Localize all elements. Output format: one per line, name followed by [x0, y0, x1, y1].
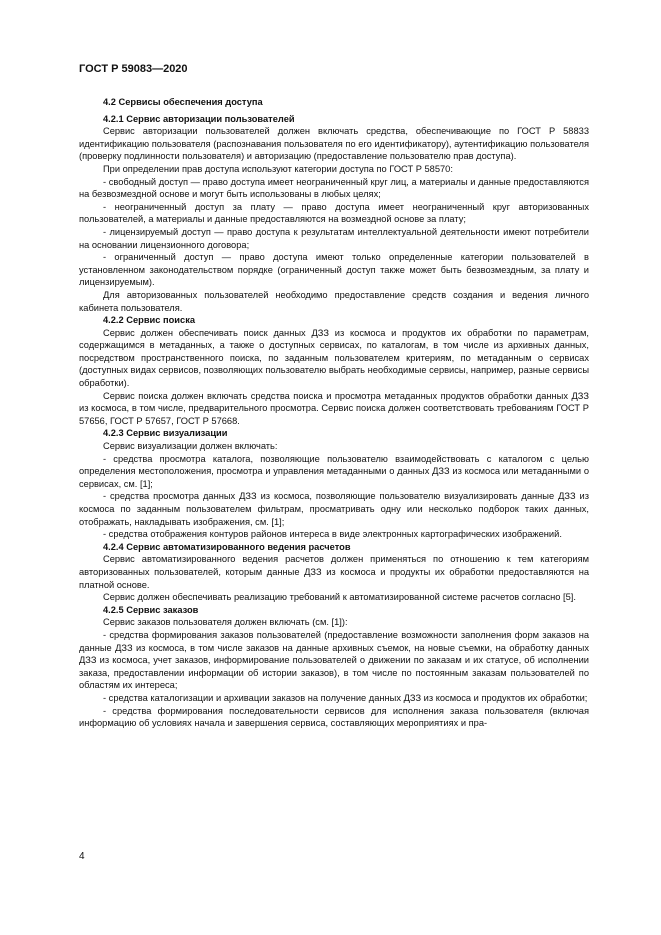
paragraph: - средства формирования заказов пользователей (предоставление возможности заполнения форм заказов на данные ДЗЗ из космоса, в том числе заказов на данные архивных съемок, на новые съемки, на обработку данных ДЗЗ из космоса, учет заказов, информирование пользователей о движении по заказам и их статусе, об исполнении заказа, предоставлении информации об истории заказов), в том числе по постоянным заказам пользователей по областям их интереса;	[79, 629, 589, 691]
paragraph: - средства просмотра данных ДЗЗ из космоса, позволяющие пользователю визуализировать данные ДЗЗ из космоса по заданным пользователем фильтрам, просматривать одну или несколько подборок таких данных, отображать, накладывать изображения, см. [1];	[79, 491, 589, 527]
paragraph: - свободный доступ — право доступа имеет неограниченный круг лиц, а материалы и данные предоставляются на безвозмездной основе и могут быть использованы в любых целях;	[79, 176, 589, 200]
subsection-heading: 4.2.1 Сервис авторизации пользователей	[103, 113, 295, 124]
document-header: ГОСТ Р 59083—2020	[79, 63, 188, 75]
paragraph: Для авторизованных пользователей необходимо предоставление средств создания и ведения личного кабинета пользователя.	[79, 289, 589, 313]
paragraph: Сервис поиска должен включать средства поиска и просмотра метаданных продуктов обработки данных ДЗЗ из космоса, в том числе, предварительного просмотра. Сервис поиска должен соответствовать требованиям ГОСТ Р 57656, ГОСТ Р 57657, ГОСТ Р 57668.	[79, 390, 589, 426]
paragraph: Сервис должен обеспечивать реализацию требований к автоматизированной системе расчетов согласно [5].	[103, 592, 576, 603]
paragraph-list	[79, 113, 589, 730]
paragraph: - ограниченный доступ — право доступа имеют только определенные категории пользователей в установленном законодательством порядке (ограниченный доступ также может быть безвозмездным, за плату и лицензируемым).	[79, 252, 589, 288]
paragraph: - средства просмотра каталога, позволяющие пользователю взаимодействовать с каталогом с целью определения местоположения, просмотра и управления метаданными о данных ДЗЗ из космоса или метаданными о сервисах, см. [1];	[79, 453, 589, 489]
page-number: 4	[79, 851, 85, 862]
paragraph: Сервис должен обеспечивать поиск данных ДЗЗ из космоса и продуктов их обработки по параметрам, содержащимся в метаданных, а также о доступных сервисах, по каталогам, в том числе из архивных данных, посредством пространственного поиска, по заданным пользователем критериям, по метаданным о сервисах (доступных видах сервисов, позволяющих пользователю выбрать необходимые сервисы, например, разные сервисы обработки).	[79, 327, 589, 389]
paragraph: При определении прав доступа используют категории доступа по ГОСТ Р 58570:	[103, 163, 453, 174]
paragraph: - средства отображения контуров районов интереса в виде электронных картографических изображений.	[103, 529, 562, 540]
paragraph: Сервис заказов пользователя должен включать (см. [1]):	[103, 617, 348, 628]
section-title: 4.2 Сервисы обеспечения доступа	[103, 97, 263, 107]
subsection-heading: 4.2.4 Сервис автоматизированного ведения расчетов	[103, 541, 351, 552]
paragraph: - средства формирования последовательности сервисов для исполнения заказа пользователя (включая информацию об условиях начала и завершения сервиса, составляющих мероприятиях и пра-	[79, 705, 589, 729]
subsection-heading: 4.2.5 Сервис заказов	[103, 604, 199, 615]
paragraph: - средства каталогизации и архивации заказов на получение данных ДЗЗ из космоса и продуктов их обработки;	[103, 692, 588, 703]
subsection-heading: 4.2.2 Сервис поиска	[103, 315, 196, 326]
paragraph: - лицензируемый доступ — право доступа к результатам интеллектуальной деятельности имеют потребители на основании лицензионного договора;	[79, 226, 589, 250]
paragraph: Сервис визуализации должен включать:	[103, 441, 278, 452]
paragraph: Сервис автоматизированного ведения расчетов должен применяться по отношению к тем категориям авторизованных пользователей, которым данные ДЗЗ из космоса и продукты их обработки предоставляются на платной основе.	[79, 554, 589, 590]
paragraph: - неограниченный доступ за плату — право доступа имеет неограниченный круг авторизованных пользователей, а материалы и данные предоставляются на возмездной основе за плату;	[79, 201, 589, 225]
paragraph: Сервис авторизации пользователей должен включать средства, обеспечивающие по ГОСТ Р 58833 идентификацию пользователя (распознавания пользователя по его идентификатору), аутентификацию пользователя (проверку подлинности пользователя) и авторизацию (предоставление пользователю прав доступа).	[79, 126, 589, 162]
subsection-heading: 4.2.3 Сервис визуализации	[103, 428, 228, 439]
document-body	[79, 96, 589, 730]
